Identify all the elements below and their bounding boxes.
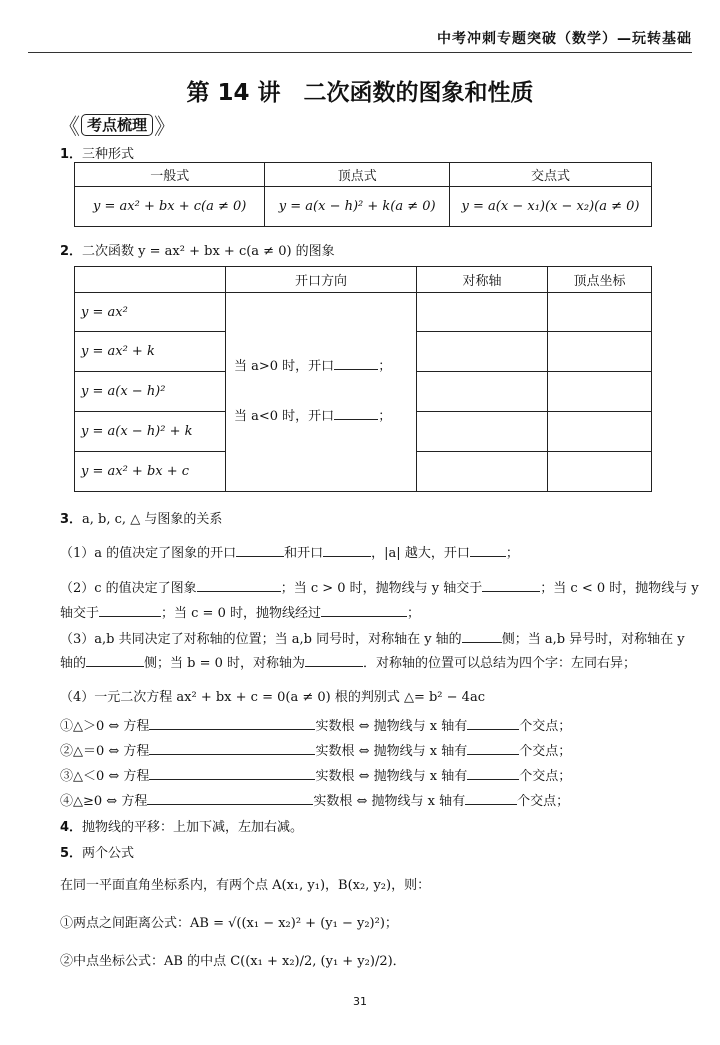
left-bracket-icon: 《 bbox=[58, 114, 81, 140]
discriminant-line-4: ④△≥0 ⇔ 方程 实数根 ⇔ 抛物线与 x 轴有 个交点； bbox=[60, 794, 570, 809]
section-2-heading: 2．二次函数 y = ax² + bx + c(a ≠ 0) 的图象 bbox=[60, 244, 335, 259]
blank-line bbox=[197, 579, 281, 592]
right-bracket-icon: 》 bbox=[154, 114, 177, 140]
row-label: y = a(x − h)² + k bbox=[75, 412, 226, 452]
para-3-2: （2）c 的值决定了图象 ；当 c > 0 时，抛物线与 y 轴交于 ；当 c < 0 时，抛物线与 y bbox=[60, 581, 699, 596]
header-blank bbox=[75, 267, 226, 293]
blank-line bbox=[236, 544, 284, 557]
row-label: y = a(x − h)² bbox=[75, 372, 226, 412]
para-3-3: （3）a,b 共同决定了对称轴的位置；当 a,b 同号时，对称轴在 y 轴的 侧；当 a,b 异号时，对称轴在 y bbox=[60, 632, 685, 647]
cell-intercept: y = a(x − x₁)(x − x₂)(a ≠ 0) bbox=[450, 187, 652, 227]
header-axis: 对称轴 bbox=[417, 267, 548, 293]
section-1-heading: 1．三种形式 bbox=[60, 147, 135, 162]
blank-line bbox=[465, 792, 517, 805]
discriminant-line-2: ②△＝0 ⇔ 方程 实数根 ⇔ 抛物线与 x 轴有 个交点； bbox=[60, 744, 572, 759]
distance-formula: ①两点之间距离公式：AB = √((x₁ − x₂)² + (y₁ − y₂)²)； bbox=[60, 916, 398, 931]
row-label: y = ax² + bx + c bbox=[75, 452, 226, 492]
page-header bbox=[0, 0, 720, 60]
axis-cell bbox=[417, 332, 548, 372]
cell-general: y = ax² + bx + c(a ≠ 0) bbox=[75, 187, 265, 227]
row-label: y = ax² + k bbox=[75, 332, 226, 372]
vertex-cell bbox=[548, 412, 652, 452]
row-label: y = ax² bbox=[75, 293, 226, 332]
blank-line bbox=[467, 767, 519, 780]
header-vertex-coord: 顶点坐标 bbox=[548, 267, 652, 293]
blank-line bbox=[86, 654, 144, 667]
para-3-3b: 轴的 侧；当 b = 0 时，对称轴为 ．对称轴的位置可以总结为四个字：左同右异； bbox=[60, 656, 637, 671]
axis-cell bbox=[417, 452, 548, 492]
section-5-heading: 5．两个公式 bbox=[60, 846, 135, 861]
forms-table bbox=[74, 162, 652, 227]
vertex-cell bbox=[548, 293, 652, 332]
header-title: 中考冲刺专题突破（数学）—玩转基础 bbox=[437, 31, 692, 47]
blank-line bbox=[334, 407, 378, 420]
blank-line bbox=[147, 792, 313, 805]
vertex-cell bbox=[548, 332, 652, 372]
section-badge bbox=[58, 112, 176, 138]
axis-cell bbox=[417, 293, 548, 332]
header-opening: 开口方向 bbox=[226, 267, 417, 293]
blank-line bbox=[149, 717, 315, 730]
formula-intro: 在同一平面直角坐标系内，有两个点 A(x₁, y₁)，B(x₂, y₂)，则： bbox=[60, 878, 431, 893]
blank-line bbox=[467, 717, 519, 730]
blank-line bbox=[149, 742, 315, 755]
para-3-4: （4）一元二次方程 ax² + bx + c = 0(a ≠ 0) 根的判别式 △= b² − 4ac bbox=[60, 690, 485, 705]
section-3-heading: 3．a, b, c, △ 与图象的关系 bbox=[60, 512, 223, 527]
para-3-1: （1）a 的值决定了图象的开口 和开口 ，|a| 越大，开口 ； bbox=[60, 546, 519, 561]
blank-line bbox=[323, 544, 371, 557]
header-rule bbox=[28, 52, 692, 53]
blank-line bbox=[470, 544, 506, 557]
vertex-cell bbox=[548, 372, 652, 412]
blank-line bbox=[467, 742, 519, 755]
discriminant-line-1: ①△＞0 ⇔ 方程 实数根 ⇔ 抛物线与 x 轴有 个交点； bbox=[60, 719, 572, 734]
blank-line bbox=[149, 767, 315, 780]
badge-label: 考点梳理 bbox=[81, 114, 153, 136]
midpoint-formula: ②中点坐标公式：AB 的中点 C((x₁ + x₂)/2, (y₁ + y₂)/2)． bbox=[60, 954, 406, 969]
blank-line bbox=[321, 604, 407, 617]
graph-table bbox=[74, 266, 652, 492]
header-vertex: 顶点式 bbox=[265, 163, 450, 187]
blank-line bbox=[99, 604, 161, 617]
cell-vertex: y = a(x − h)² + k(a ≠ 0) bbox=[265, 187, 450, 227]
header-intercept: 交点式 bbox=[450, 163, 652, 187]
vertex-cell bbox=[548, 452, 652, 492]
para-3-2b: 轴交于 ；当 c = 0 时，抛物线经过 ； bbox=[60, 606, 421, 621]
page-title: 第 14 讲 二次函数的图象和性质 bbox=[186, 80, 534, 106]
axis-cell bbox=[417, 412, 548, 452]
header-general: 一般式 bbox=[75, 163, 265, 187]
opening-cell: 当 a>0 时，开口 ； 当 a<0 时，开口 ； bbox=[226, 293, 417, 492]
blank-line bbox=[305, 654, 363, 667]
page-number: 31 bbox=[353, 995, 367, 1008]
blank-line bbox=[334, 357, 378, 370]
blank-line bbox=[462, 630, 502, 643]
blank-line bbox=[482, 579, 540, 592]
discriminant-line-3: ③△＜0 ⇔ 方程 实数根 ⇔ 抛物线与 x 轴有 个交点； bbox=[60, 769, 572, 784]
axis-cell bbox=[417, 372, 548, 412]
section-4: 4．抛物线的平移：上加下减，左加右减。 bbox=[60, 820, 304, 835]
